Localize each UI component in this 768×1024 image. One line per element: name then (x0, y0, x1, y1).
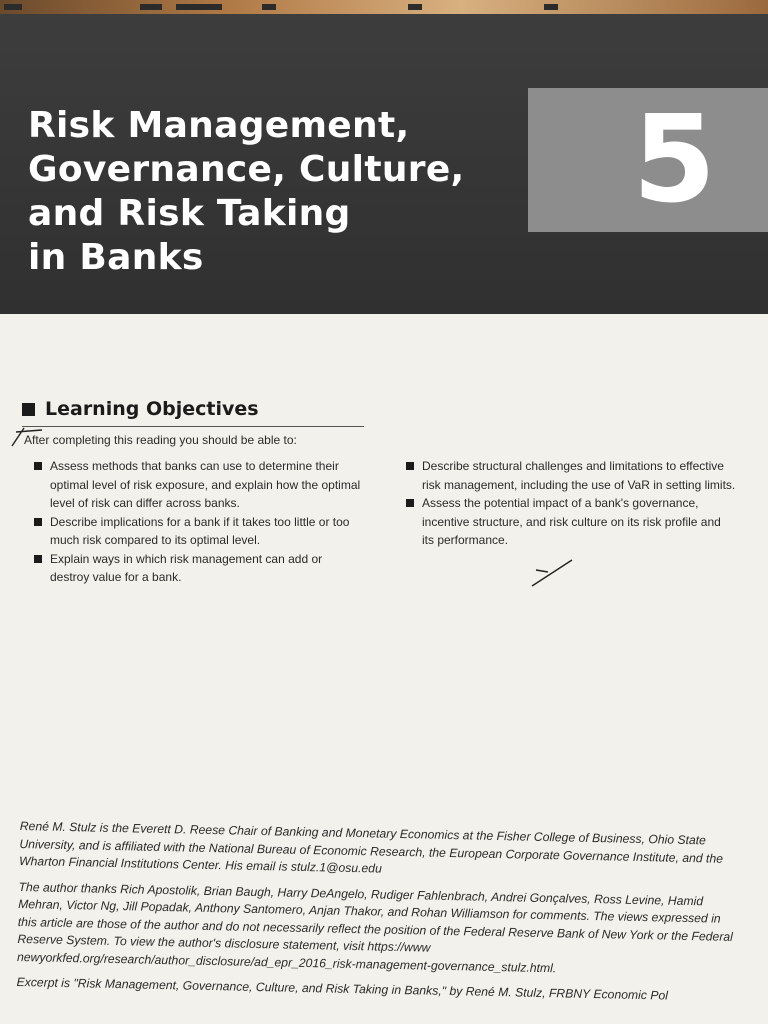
chapter-title (28, 104, 465, 280)
chapter-title-line: Governance, Culture, (28, 149, 465, 190)
pen-stroke-mark (528, 556, 576, 590)
learning-objectives-columns (22, 457, 742, 607)
learning-objectives-heading (22, 396, 742, 422)
strip-mark (262, 4, 276, 10)
learning-objectives-intro: After completing this reading you should be able to: (24, 433, 297, 447)
objective-item (34, 457, 364, 513)
strip-mark (140, 4, 162, 10)
objective-text: Explain ways in which risk management can add or destroy value for a bank. (50, 551, 323, 584)
strip-mark (176, 4, 222, 10)
bullet-square-icon (34, 462, 42, 470)
author-note: René M. Stulz is the Everett D. Reese Chair of Banking and Monetary Economics at the Fisher College of Business, Ohio State University, and is affiliated with the National Bureau of Economic Research, the European Corporate Governance Institute, and the Wharton Financial Institutions Center. His email is stulz.1@osu.edu (18, 818, 724, 876)
heading-rule (22, 426, 364, 427)
learning-objectives-heading-text: Learning Objectives (45, 398, 259, 420)
objectives-right-column (406, 457, 736, 550)
strip-mark (544, 4, 558, 10)
objective-item (406, 457, 736, 494)
chapter-number-box (528, 88, 768, 232)
chapter-title-line: and Risk Taking (28, 193, 351, 234)
bullet-square-icon (34, 555, 42, 563)
bullet-square-icon (406, 499, 414, 507)
footnotes (16, 818, 742, 1015)
excerpt-note: Excerpt is "Risk Management, Governance, Culture, and Risk Taking in Banks," by René M. Stulz, FRBNY Economic Pol (16, 974, 669, 1003)
objective-item (34, 513, 364, 550)
chapter-header (0, 14, 768, 314)
learning-objectives-section (22, 396, 742, 607)
strip-mark (4, 4, 22, 10)
objective-item (34, 550, 364, 587)
pen-stroke-mark (10, 424, 44, 450)
acknowledgements-note: The author thanks Rich Apostolik, Brian Baugh, Harry DeAngelo, Rudiger Fahlenbrach, Andrei Gonçalves, Ross Levine, Hamid Mehran, Victor Ng, Jill Popadak, Anthony Santomero, Anjan Thakor, and Rohan Williamson for comments. The views expressed in this article are those of the author and do not necessarily reflect the position of the Federal Reserve Bank of New York or the Federal Reserve System. To view the author's disclosure statement, visit https://www newyorkfed.org/research/author_disclosure/ad_epr_2016_risk-management-governance_stulz.html. (16, 879, 733, 975)
strip-mark (408, 4, 422, 10)
chapter-number: 5 (632, 91, 716, 230)
heading-square-icon (22, 403, 35, 416)
objective-text: Assess the potential impact of a bank's governance, incentive structure, and risk culture on its risk profile and its performance. (422, 496, 721, 547)
chapter-title-line: in Banks (28, 237, 204, 278)
objective-text: Assess methods that banks can use to determine their optimal level of risk exposure, and explain how the optimal level of risk can differ across banks. (50, 459, 361, 510)
objective-text: Describe structural challenges and limitations to effective risk management, including the use of VaR in setting limits. (422, 459, 736, 492)
objective-item (406, 494, 736, 550)
objectives-left-column (34, 457, 364, 587)
bullet-square-icon (406, 462, 414, 470)
objective-text: Describe implications for a bank if it takes too little or too much risk compared to its optimal level. (50, 514, 350, 547)
bullet-square-icon (34, 518, 42, 526)
chapter-title-line: Risk Management, (28, 105, 410, 146)
